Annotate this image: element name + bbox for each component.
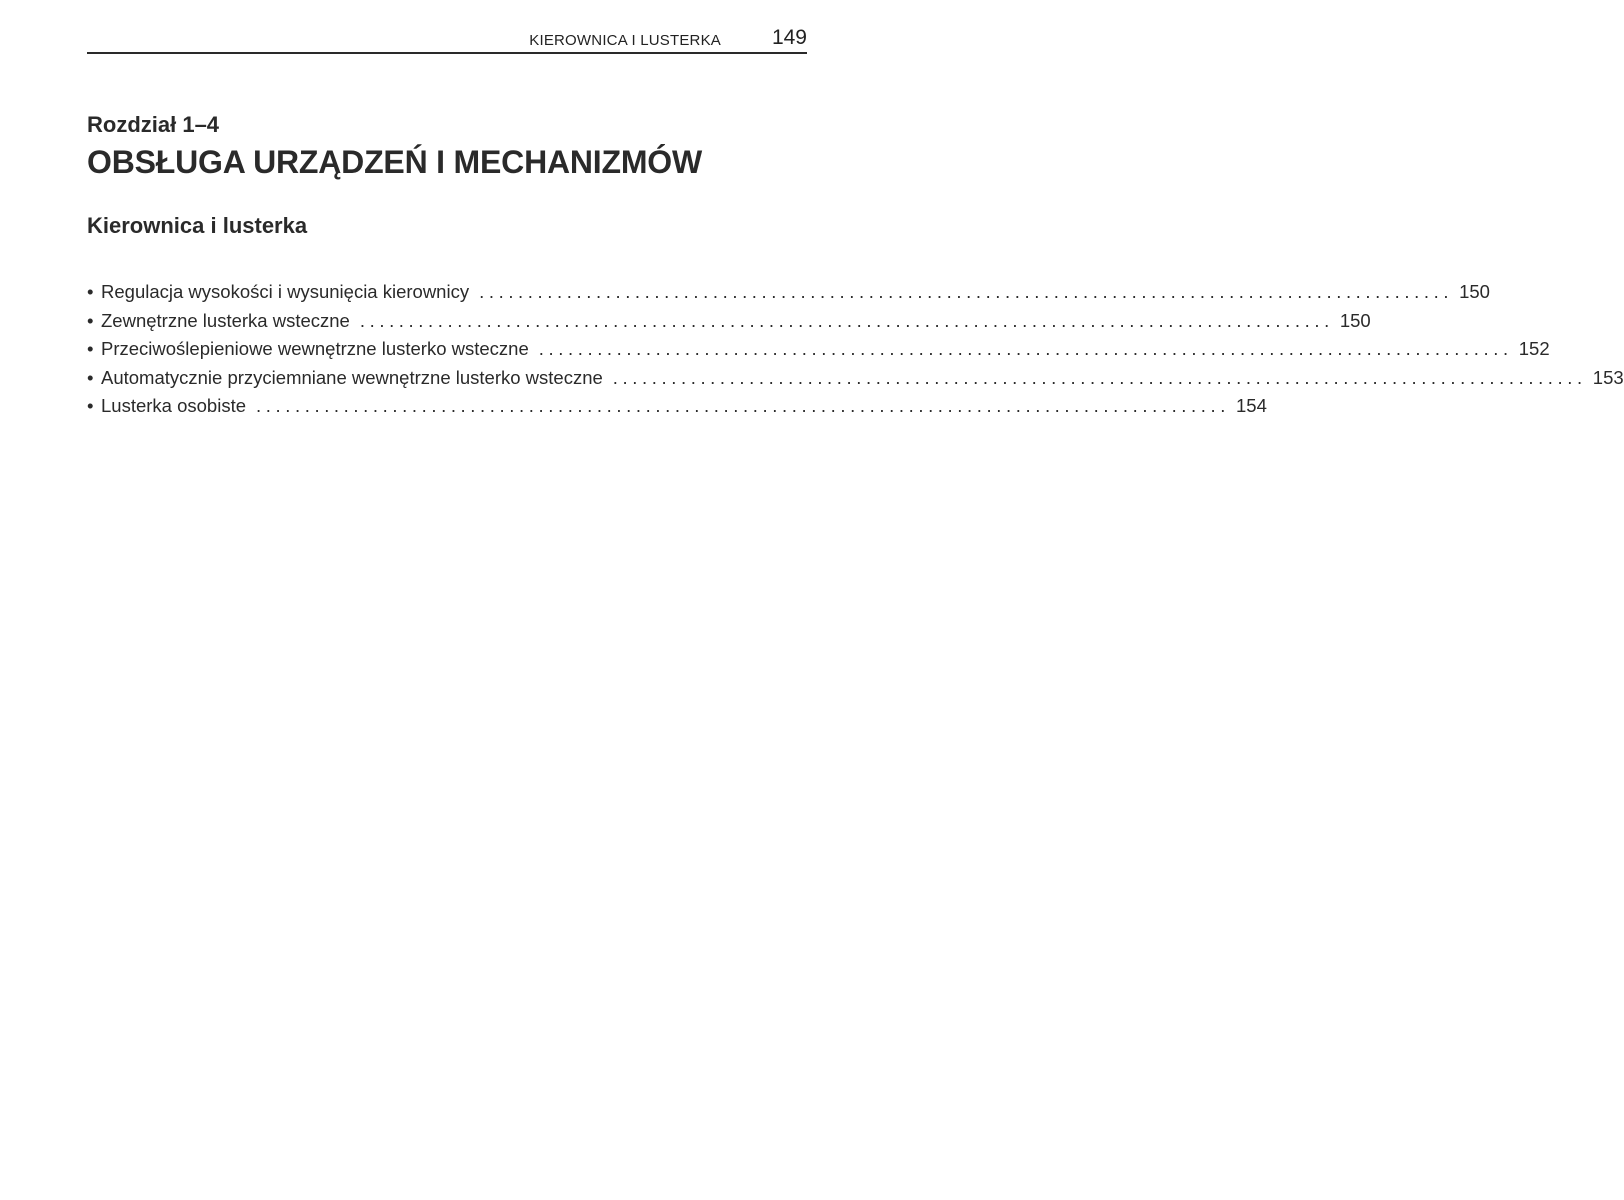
toc-entry-page: 154 bbox=[1236, 395, 1267, 416]
bullet-icon: • bbox=[87, 366, 94, 388]
dot-leader: .................................................................................................... bbox=[538, 338, 1513, 359]
bullet-icon: • bbox=[87, 338, 94, 359]
toc-entry-text: Lusterka osobiste bbox=[101, 395, 247, 416]
running-header-title: KIEROWNICA I LUSTERKA bbox=[529, 32, 721, 49]
page-number: 149 bbox=[771, 26, 807, 49]
running-header bbox=[87, 24, 807, 54]
chapter-label: Rozdział 1–4 bbox=[87, 112, 220, 137]
dot-leader: .................................................................................................... bbox=[479, 281, 1454, 302]
section-title: Kierownica i lusterka bbox=[87, 213, 308, 238]
toc-entry-auto-dimming-mirror[interactable] bbox=[87, 366, 1624, 396]
table-of-contents bbox=[87, 281, 1624, 424]
bullet-icon: • bbox=[87, 281, 94, 302]
bullet-icon: • bbox=[87, 395, 94, 416]
toc-entry-text: Regulacja wysokości i wysunięcia kierownicy bbox=[101, 281, 470, 302]
toc-entry-outside-mirrors[interactable] bbox=[87, 309, 1371, 339]
chapter-title: OBSŁUGA URZĄDZEŃ I MECHANIZMÓW bbox=[87, 144, 702, 180]
toc-entry-vanity-mirrors[interactable] bbox=[87, 395, 1267, 424]
dot-leader: .................................................................................................... bbox=[256, 395, 1231, 416]
toc-entry-page: 152 bbox=[1518, 338, 1550, 359]
dot-leader: .................................................................................................... bbox=[359, 309, 1334, 331]
toc-entry-anti-glare-mirror[interactable] bbox=[87, 338, 1550, 367]
toc-entry-page: 150 bbox=[1459, 281, 1490, 302]
toc-entry-text: Automatycznie przyciemniane wewnętrzne lusterko wsteczne bbox=[101, 366, 603, 388]
toc-entry-steering-wheel-adjustment[interactable] bbox=[87, 281, 1490, 310]
toc-entry-page: 150 bbox=[1339, 309, 1371, 331]
dot-leader: .................................................................................................... bbox=[612, 366, 1587, 388]
bullet-icon: • bbox=[87, 309, 94, 331]
toc-entry-text: Zewnętrzne lusterka wsteczne bbox=[101, 309, 350, 331]
toc-entry-text: Przeciwoślepieniowe wewnętrzne lusterko wsteczne bbox=[101, 338, 529, 359]
toc-entry-page: 153 bbox=[1592, 366, 1624, 388]
